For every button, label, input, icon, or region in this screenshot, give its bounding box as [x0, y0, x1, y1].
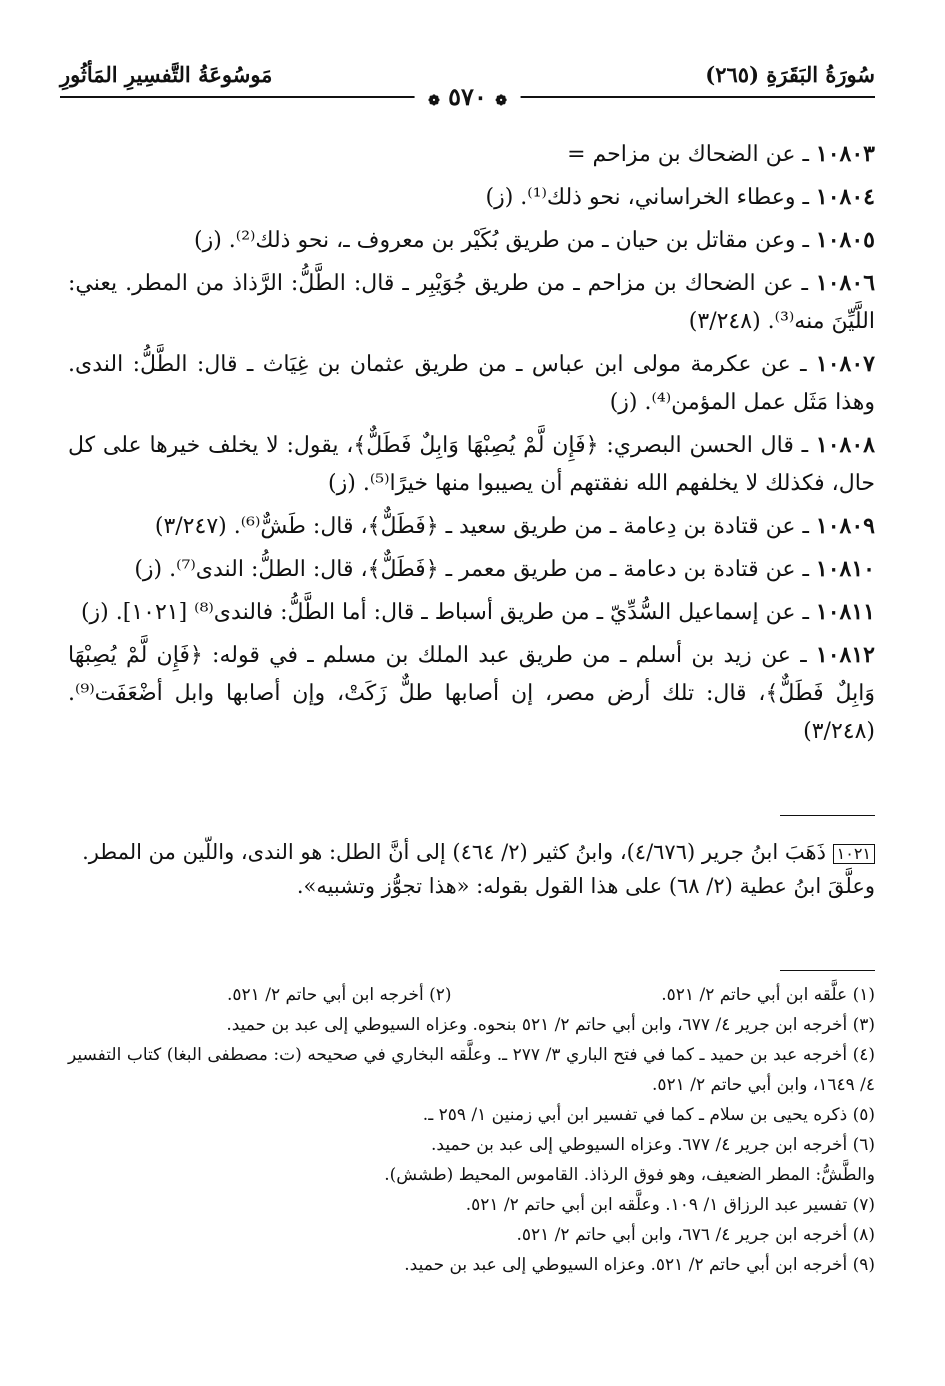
page-header — [60, 52, 875, 110]
commentary-note — [68, 835, 875, 903]
entry-number: ١٠٨٠٩ — [815, 513, 875, 539]
footnote: (٦) أخرجه ابن جرير ٤/ ٦٧٧. وعزاه السيوطي إلى عبد بن حميد. — [431, 1135, 875, 1155]
entry — [68, 264, 875, 341]
entry-number: ١٠٨١١ — [815, 599, 875, 625]
page-number — [414, 82, 521, 111]
footnote: (٨) أخرجه ابن جرير ٤/ ٦٧٦، وابن أبي حاتم ٢/ ٥٢١. — [516, 1225, 875, 1245]
footnote: والطَّشُّ: المطر الضعيف، وهو فوق الرذاذ. القاموس المحيط (طشش). — [384, 1165, 875, 1185]
surah-title: سُورَةُ البَقَرَةِ (٢٦٥) — [705, 62, 875, 87]
entry — [68, 636, 875, 751]
page-number-text: ٥٧٠ — [448, 82, 487, 111]
entry — [68, 135, 875, 174]
note-number-box: ١٠٢١ — [833, 844, 875, 864]
entry-text: ـ عن قتادة بن دِعامة ـ من طريق سعيد ـ ﴿فَطَلٌّ﴾، قال: طَشٌّ⁽⁶⁾. (٣/٢٤٧) — [154, 514, 809, 539]
footnote: (٧) تفسير عبد الرزاق ١/ ١٠٩. وعلَّقه ابن أبي حاتم ٢/ ٥٢١. — [465, 1195, 875, 1215]
entry-number: ١٠٨٠٧ — [815, 351, 875, 377]
entry-text: ـ وعطاء الخراساني، نحو ذلك⁽¹⁾. (ز) — [485, 185, 809, 210]
footnote: (٤) أخرجه عبد بن حميد ـ كما في فتح الباري ٣/ ٢٧٧ ـ. وعلَّقه البخاري في صحيحه (ت: مصطفى البغا) كتاب التفسير ٤/ ١٦٤٩، وابن أبي حاتم ٢/ ٥٢١. — [68, 1045, 876, 1095]
note-text: ذَهَبَ ابنُ جرير (٤/٦٧٦)، وابنُ كثير (٢/ ٤٦٤) إلى أنَّ الطل: هو الندى، واللّين من المطر. — [82, 840, 826, 864]
entry-text: ـ عن الضحاك بن مزاحم = — [567, 142, 809, 167]
note-line — [68, 835, 875, 869]
entry-number: ١٠٨٠٤ — [815, 184, 875, 210]
footnote: (٢) أخرجه ابن أبي حاتم ٢/ ٥٢١. — [226, 985, 452, 1005]
ornament-icon: ❁ — [428, 93, 440, 109]
entry — [68, 593, 875, 632]
entry-number: ١٠٨١٠ — [815, 556, 875, 582]
footnotes — [68, 980, 875, 1280]
entry-text: ـ قال الحسن البصري: ﴿فَإِن لَّمْ يُصِبْهَا وَابِلٌ فَطَلٌّ﴾، يقول: لا يخلف خيرها على كل حال، فكذلك لا يخلفهم الله نفقتهم أن يصيبوا منها خيرًا⁽⁵⁾. (ز) — [68, 433, 875, 496]
footnote: (٣) أخرجه ابن جرير ٤/ ٦٧٧، وابن أبي حاتم ٢/ ٥٢١ بنحوه. وعزاه السيوطي إلى عبد بن حميد. — [226, 1015, 875, 1035]
entry — [68, 221, 875, 260]
entry — [68, 178, 875, 217]
footnote: (٩) أخرجه ابن أبي حاتم ٢/ ٥٢١. وعزاه السيوطي إلى عبد بن حميد. — [404, 1255, 875, 1275]
entry — [68, 550, 875, 589]
entry-number: ١٠٨٠٨ — [815, 432, 875, 458]
entry-number: ١٠٨١٢ — [815, 642, 875, 668]
entry — [68, 507, 875, 546]
entry — [68, 426, 875, 503]
entry-text: ـ عن قتادة بن دعامة ـ من طريق معمر ـ ﴿فَطَلٌّ﴾، قال: الطلُّ: الندى⁽⁷⁾. (ز) — [134, 557, 809, 582]
entry-text: ـ عن زيد بن أسلم ـ من طريق عبد الملك بن مسلم ـ في قوله: ﴿فَإِن لَّمْ يُصِبْهَا وَابِلٌ فَطَلٌّ﴾، قال: تلك أرض مصر، إن أصابها طلٌّ زَكَتْ، وإن أصابها وابل أضْعَفَت⁽⁹⁾. (٣/٢٤٨) — [68, 643, 875, 744]
book-title: مَوسُوعَةُ التَّفسِيرِ المَأثُورِ — [60, 62, 273, 87]
footnote-row — [68, 980, 875, 1010]
note-separator — [780, 815, 875, 816]
note-line: وعلَّقَ ابنُ عطية (٢/ ٦٨) على هذا القول بقوله: «هذا تجوُّز وتشبيه». — [296, 874, 875, 898]
entry-text: ـ عن إسماعيل السُّدِّيّ ـ من طريق أسباط ـ قال: أما الطَّلُّ: فالندى⁽⁸⁾ [١٠٢١]. (ز) — [80, 600, 809, 625]
entry-text: ـ عن عكرمة مولى ابن عباس ـ من طريق عثمان بن غِيَاث ـ قال: الطَّلُّ: الندى. وهذا مَثَل عمل المؤمن⁽⁴⁾. (ز) — [68, 352, 875, 415]
footnote-separator — [780, 970, 875, 971]
entry-text: ـ عن الضحاك بن مزاحم ـ من طريق جُوَيْبِر ـ قال: الطَّلُّ: الرَّذاذ من المطر. يعني: اللَّيِّنَ منه⁽³⁾. (٣/٢٤٨) — [68, 271, 875, 334]
ornament-icon: ❁ — [495, 93, 507, 109]
footnote: (٥) ذكره يحيى بن سلام ـ كما في تفسير ابن أبي زمنين ١/ ٢٥٩ ـ. — [422, 1105, 875, 1125]
entry-number: ١٠٨٠٣ — [815, 141, 875, 167]
entry-number: ١٠٨٠٥ — [815, 227, 875, 253]
footnote: (١) علَّقه ابن أبي حاتم ٢/ ٥٢١. — [661, 985, 875, 1005]
main-text — [68, 135, 875, 755]
entry — [68, 345, 875, 422]
entry-text: ـ وعن مقاتل بن حيان ـ من طريق بُكَيْر بن معروف ـ، نحو ذلك⁽²⁾. (ز) — [194, 228, 809, 253]
entry-number: ١٠٨٠٦ — [815, 270, 876, 296]
